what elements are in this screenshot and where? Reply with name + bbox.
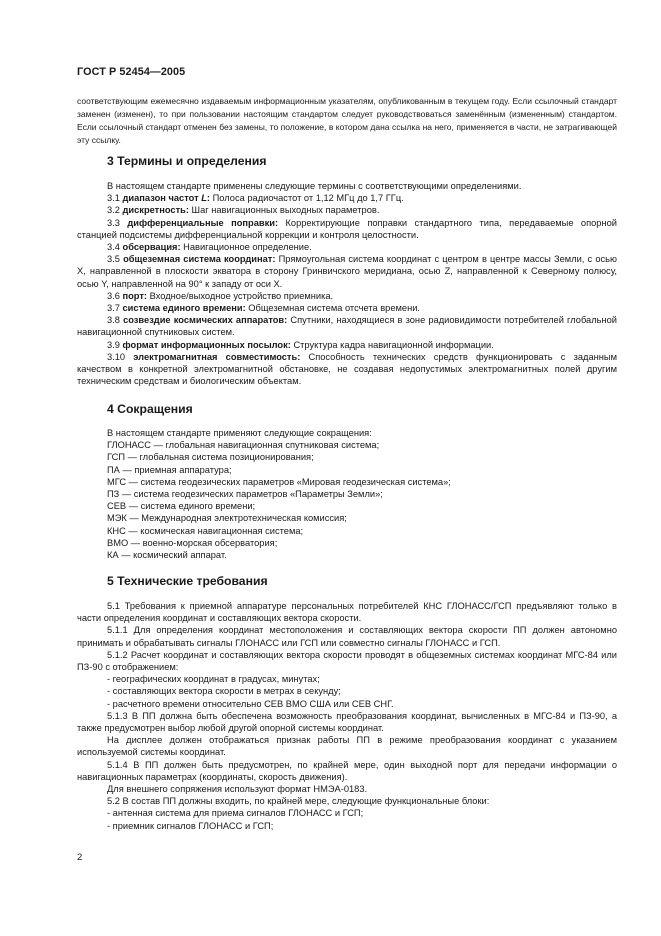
term-item (77, 253, 617, 290)
section-4-lead: В настоящем стандарте применяют следующие сокращения: (107, 428, 372, 438)
intro-text: соответствующим ежемесячно издаваемым информационным указателям, опубликованным в текущем году. Если ссылочный стандарт заменен (изменен), то при пользовании настоящим стандартом следует руководствоваться заменённым (измененным) стандартом. Если ссылочный стандарт отменен без замены, то положение, в котором дана ссылка на него, применяется в части, не затрагивающей эту ссылку. (77, 96, 617, 145)
abbreviation-item: СЕВ — система единого времени; (107, 501, 256, 512)
term-name: диапазон частот L: (122, 193, 211, 204)
term-number: 3.7 (107, 303, 123, 314)
section-5-bullets-1 (77, 673, 617, 710)
requirement-bullet: - приемник сигналов ГЛОНАСС и ГСП; (107, 820, 274, 831)
term-name: система единого времени: (122, 303, 246, 314)
term-definition: Общеземная система отсчета времени. (245, 303, 420, 314)
section-5-paragraphs-2 (77, 710, 617, 808)
requirement-paragraph: 5.2 В состав ПП должны входить, по крайней мере, следующие функциональные блоки: (107, 796, 490, 807)
term-item (77, 217, 617, 241)
requirement-paragraph: 5.1.2 Расчет координат и составляющих вектора скорости проводят в общеземных системах координат МГС-84 или ПЗ-90 с отображением: (77, 649, 617, 673)
term-name: дифференциальные поправки: (127, 217, 279, 228)
intro-paragraph (77, 95, 617, 147)
abbreviation-item: ГСП — глобальная система позиционирования; (107, 452, 314, 463)
term-definition: Входное/выходное устройство приемника. (147, 290, 334, 301)
section-5-paragraphs (77, 600, 617, 673)
requirement-bullet: - составляющих вектора скорости в метрах в секунду; (107, 686, 341, 697)
requirement-paragraph: Для внешнего сопряжения используют формат НМЭА-0183. (107, 784, 368, 795)
section-5-body (77, 600, 617, 832)
term-number: 3.10 (107, 351, 134, 362)
term-definition: Структура кадра навигационной информации. (290, 339, 494, 350)
section-5-title: 5 Технические требования (107, 574, 268, 588)
requirement-paragraph: 5.1.4 В ПП должен быть предусмотрен, по крайней мере, один выходной порт для передачи информации о навигационных параметрах (координаты, скорость движения). (77, 759, 617, 782)
section-3-body (77, 180, 617, 387)
abbreviations-list (77, 439, 617, 561)
abbreviation-item: КНС — космическая навигационная система; (107, 525, 304, 536)
term-definition: Прямоугольная система координат с центром в центре массы Земли, с осью X, направленной в плоскости экватора в сторону Гринвичского меридиана, осью Z, направленной к Северному полюсу, осью Y, направленной на 90° к западу от оси X. (77, 254, 617, 289)
term-name: созвездие космических аппаратов: (123, 315, 288, 326)
term-item (77, 192, 617, 204)
term-name: порт: (122, 290, 148, 301)
abbreviation-item: КА — космический аппарат. (107, 550, 227, 561)
term-item (77, 314, 617, 338)
section-3-title: 3 Термины и определения (107, 154, 267, 168)
term-item (77, 204, 617, 216)
term-name: формат информационных посылок: (122, 339, 291, 350)
term-variable: L (201, 193, 207, 204)
abbreviation-item: ПА — приемная аппаратура; (107, 464, 232, 475)
abbreviation-item: МЭК — Международная электротехническая комиссия; (107, 513, 347, 524)
abbreviation-item: МГС — система геодезических параметров «Мировая геодезическая система»; (107, 476, 451, 487)
terms-list (77, 192, 617, 387)
term-name: общеземная система координат: (123, 254, 276, 265)
term-number: 3.3 (107, 217, 128, 228)
term-number: 3.5 (107, 254, 124, 265)
requirement-paragraph: 5.1.1 Для определения координат местоположения и составляющих вектора скорости ПП должен автономно принимать и обрабатывать сигналы ГЛОНАСС или ГСП или совместно сигналы ГЛОНАСС и ГСП. (77, 625, 617, 648)
abbreviation-item: ГЛОНАСС — глобальная навигационная спутниковая система; (107, 440, 380, 451)
requirement-bullet: - антенная система для приема сигналов ГЛОНАСС и ГСП; (107, 808, 364, 819)
abbreviation-item: ПЗ — система геодезических параметров «Параметры Земли»; (107, 489, 383, 500)
term-item (77, 339, 617, 351)
section-3-lead: В настоящем стандарте применены следующие термины с соответствующими определениями. (107, 181, 522, 191)
requirement-paragraph: На дисплее должен отображаться признак работы ПП в режиме преобразования координат с указанием используемой системы координат. (77, 735, 617, 758)
term-definition: Навигационное определение. (180, 242, 312, 253)
term-number: 3.9 (107, 339, 123, 350)
term-name: электромагнитная совместимость: (133, 351, 301, 362)
section-4-title: 4 Сокращения (107, 402, 193, 416)
term-definition: Способность технических средств функционировать с заданным качеством в конкретной электромагнитной обстановке, не создавая недопустимых электромагнитных полей другим техническим средствам и биологическим объектам. (77, 351, 617, 387)
section-4-body (77, 427, 617, 561)
section-5-bullets-2 (77, 807, 617, 831)
requirement-bullet: - географических координат в градусах, минутах; (107, 674, 320, 685)
term-name: дискретность: (122, 205, 189, 216)
term-item (77, 241, 617, 253)
term-definition: Спутники, находящиеся в зоне радиовидимости потребителей глобальной навигационной спутниковых систем. (77, 315, 617, 338)
page-number: 2 (77, 852, 83, 863)
requirement-paragraph: 5.1 Требования к приемной аппаратуре персональных потребителей КНС ГЛОНАСС/ГСП предъявляют только в части определения координат и составляющих вектора скорости. (77, 601, 617, 624)
term-number: 3.2 (107, 205, 123, 216)
term-definition: Шаг навигационных выходных параметров. (188, 205, 380, 216)
term-name: обсервация: (122, 242, 181, 253)
requirement-paragraph: 5.1.3 В ПП должна быть обеспечена возможность преобразования координат, вычисленных в МГС-84 и ПЗ-90, а также предусмотрен выбор любой другой опорной системы координат. (77, 710, 617, 734)
term-number: 3.1 (107, 193, 123, 204)
term-definition: Полоса радиочастот от 1,12 МГц до 1,7 ГГц. (210, 193, 404, 204)
term-definition: Корректирующие поправки стандартного типа, передаваемые опорной станцией подсистемы дифференциальной коррекции и контроля целостности. (77, 217, 617, 240)
term-item (77, 302, 617, 314)
term-item (77, 351, 617, 388)
term-item (77, 290, 617, 302)
document-header: ГОСТ Р 52454—2005 (77, 66, 186, 78)
term-number: 3.4 (107, 242, 123, 253)
term-number: 3.8 (107, 315, 124, 326)
requirement-bullet: - расчетного времени относительно СЕВ ВМО США или СЕВ СНГ. (107, 698, 394, 709)
abbreviation-item: ВМО — военно-морская обсерватория; (107, 537, 278, 548)
term-number: 3.6 (107, 290, 123, 301)
